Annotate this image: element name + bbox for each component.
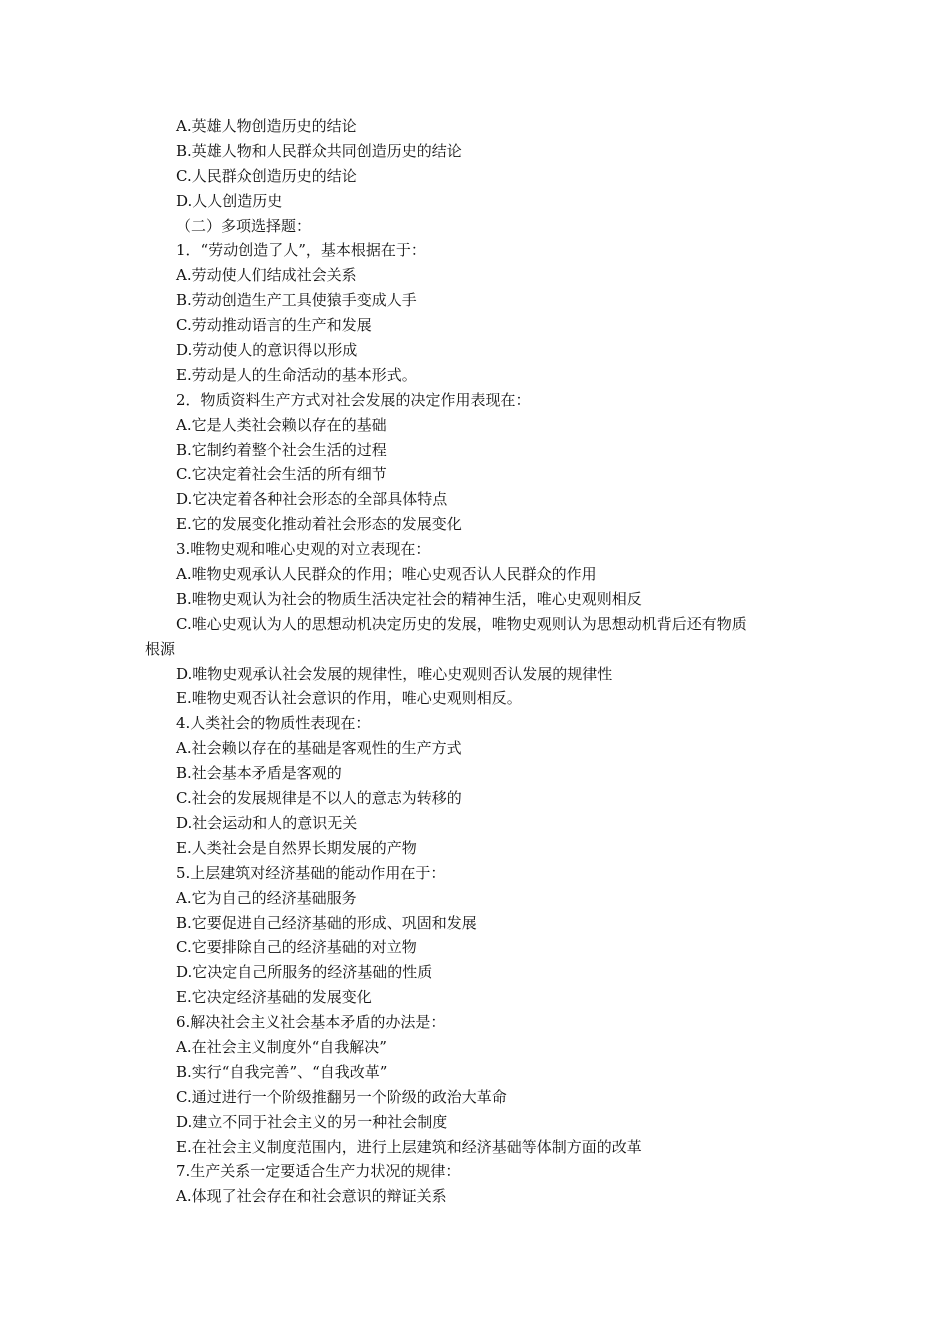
option-line: B.唯物史观认为社会的物质生活决定社会的精神生活，唯心史观则相反 [176,589,642,608]
option-line: A.它为自己的经济基础服务 [176,888,357,907]
question-line: 6.解决社会主义社会基本矛盾的办法是： [176,1013,446,1032]
question-line: 2．物质资料生产方式对社会发展的决定作用表现在： [176,390,531,409]
option-line: E.在社会主义制度范围内，进行上层建筑和经济基础等体制方面的改革 [176,1137,642,1156]
option-line: B.它要促进自己经济基础的形成、巩固和发展 [176,913,477,932]
option-line: D.它决定着各种社会形态的全部具体特点 [176,490,448,509]
option-line: A.劳动使人们结成社会关系 [176,266,357,285]
question-line: 7.生产关系一定要适合生产力状况的规律： [176,1162,461,1181]
option-line: D.人人创造历史 [176,191,283,210]
option-line: C.通过进行一个阶级推翻另一个阶级的政治大革命 [176,1087,507,1106]
option-line: E.它的发展变化推动着社会形态的发展变化 [176,515,462,534]
option-line: A.体现了社会存在和社会意识的辩证关系 [176,1187,447,1206]
option-line: B.它制约着整个社会生活的过程 [176,440,387,459]
option-line: D.唯物史观承认社会发展的规律性，唯心史观则否认发展的规律性 [176,664,613,683]
option-line: B.英雄人物和人民群众共同创造历史的结论 [176,141,462,160]
option-line: E.唯物史观否认社会意识的作用，唯心史观则相反。 [176,689,522,708]
option-line: C.它要排除自己的经济基础的对立物 [176,938,417,957]
option-line: E.它决定经济基础的发展变化 [176,988,372,1007]
option-line: E.劳动是人的生命活动的基本形式。 [176,365,417,384]
question-line: 3.唯物史观和唯心史观的对立表现在： [176,540,431,559]
option-line: D.它决定自己所服务的经济基础的性质 [176,963,433,982]
question-line: 5.上层建筑对经济基础的能动作用在于： [176,863,446,882]
option-line: A.社会赖以存在的基础是客观性的生产方式 [176,739,462,758]
option-line: A.英雄人物创造历史的结论 [176,117,357,135]
option-line: D.建立不同于社会主义的另一种社会制度 [176,1112,448,1131]
option-line: B.实行“自我完善”、“自我改革” [176,1062,388,1081]
question-line: 1．“劳动创造了人”，基本根据在于： [176,241,426,260]
option-line: E.人类社会是自然界长期发展的产物 [176,838,417,857]
option-line: A.在社会主义制度外“自我解决” [176,1037,387,1056]
question-line: 4.人类社会的物质性表现在： [176,714,371,733]
option-line: A.唯物史观承认人民群众的作用；唯心史观否认人民群众的作用 [176,565,597,584]
option-line: C.人民群众创造历史的结论 [176,166,357,185]
option-line: B.社会基本矛盾是客观的 [176,764,342,783]
option-line: C.社会的发展规律是不以人的意志为转移的 [176,789,462,808]
option-line: C.劳动推动语言的生产和发展 [176,316,372,335]
option-line: C.它决定着社会生活的所有细节 [176,465,387,484]
option-line: D.劳动使人的意识得以形成 [176,341,358,360]
option-line: B.劳动创造生产工具使猿手变成人手 [176,291,417,310]
option-line-continuation: 根源 [145,639,176,658]
document-body [0,114,950,1209]
option-line: C.唯心史观认为人的思想动机决定历史的发展，唯物史观则认为思想动机背后还有物质 [176,614,747,633]
option-line: D.社会运动和人的意识无关 [176,813,358,832]
option-line: A.它是人类社会赖以存在的基础 [176,415,387,434]
section-heading: （二）多项选择题： [176,216,312,235]
